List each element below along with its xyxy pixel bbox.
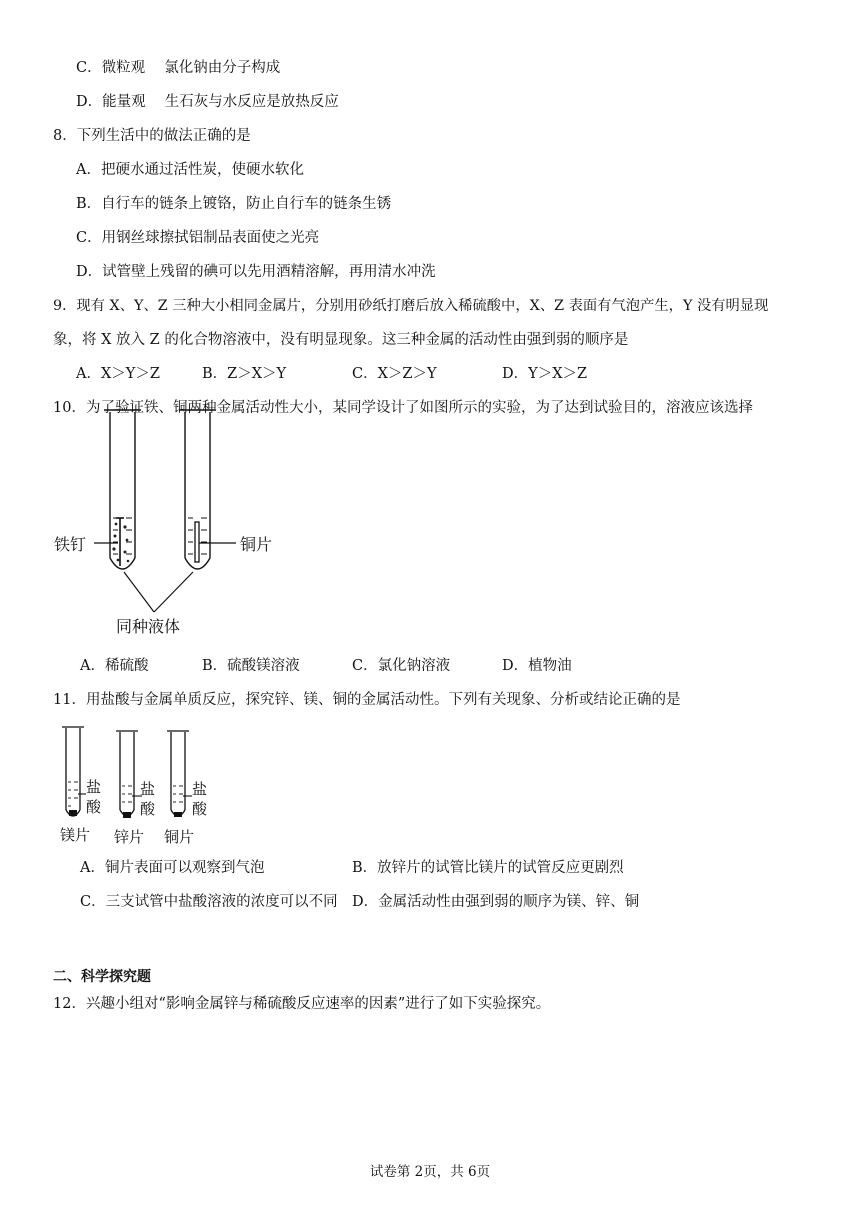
q10-option-a: A．稀硫酸 xyxy=(80,658,149,674)
q7-option-c: C．微粒观 氯化钠由分子构成 xyxy=(76,60,281,76)
q11-stem: 11．用盐酸与金属单质反应，探究锌、镁、铜的金属活动性。下列有关现象、分析或结论正确的是 xyxy=(53,692,681,708)
acid-label-1a: 盐 xyxy=(86,778,102,796)
q8-option-b: B．自行车的链条上镀铬，防止自行车的链条生锈 xyxy=(76,196,392,212)
acid-label-2a: 盐 xyxy=(140,780,156,798)
q8-stem: 8．下列生活中的做法正确的是 xyxy=(53,128,251,144)
acid-label-3a: 盐 xyxy=(192,780,208,798)
label-copper-strip: 铜片 xyxy=(164,828,195,846)
right-liquid xyxy=(188,518,207,554)
label-zinc-strip: 锌片 xyxy=(114,828,145,846)
q11-option-d: D．金属活动性由强到弱的顺序为镁、锌、铜 xyxy=(352,894,640,910)
tube-magnesium xyxy=(62,727,84,816)
q9-option-a: A．X＞Y＞Z xyxy=(76,366,160,382)
q11-option-b: B．放锌片的试管比镁片的试管反应更剧烈 xyxy=(352,860,624,876)
q9-option-d: D．Y＞X＞Z xyxy=(502,366,588,382)
q9-stem-line1: 9．现有 X、Y、Z 三种大小相同金属片，分别用砂纸打磨后放入稀硫酸中，X、Z 表面有气泡产生，Y 没有明显现 xyxy=(53,298,769,314)
section-title-science-inquiry: 二、科学探究题 xyxy=(53,969,151,985)
q7-option-d: D．能量观 生石灰与水反应是放热反应 xyxy=(76,94,339,110)
tube-zinc xyxy=(116,731,138,816)
q11-option-c: C．三支试管中盐酸溶液的浓度可以不同 xyxy=(80,894,338,910)
label-same-liquid: 同种液体 xyxy=(116,617,181,636)
copper-piece xyxy=(174,812,182,817)
magnesium-piece xyxy=(69,810,77,816)
q10-option-d: D．植物油 xyxy=(502,658,572,674)
tube-copper xyxy=(167,731,189,816)
acid-label-2b: 酸 xyxy=(140,800,156,818)
q10-option-b: B．硫酸镁溶液 xyxy=(202,658,300,674)
zinc-piece xyxy=(123,812,131,818)
q9-option-b: B．Z＞X＞Y xyxy=(202,366,287,382)
q10-options xyxy=(0,656,860,676)
q9-option-c: C．X＞Z＞Y xyxy=(352,366,437,382)
q11-option-a: A．铜片表面可以观察到气泡 xyxy=(80,860,265,876)
label-copper-strip: 铜片 xyxy=(240,535,273,554)
q9-options xyxy=(0,364,860,384)
right-test-tube xyxy=(179,410,216,569)
q11-figure-three-tubes xyxy=(58,722,234,848)
q10-figure-test-tubes xyxy=(52,406,282,642)
label-magnesium-strip: 镁片 xyxy=(60,826,91,844)
label-iron-nail: 铁钉 xyxy=(54,535,87,554)
page-footer: 试卷第 2页，共 6页 xyxy=(369,1164,491,1180)
acid-label-1b: 酸 xyxy=(86,798,102,816)
q10-stem: 10．为了验证铁、铜两种金属活动性大小，某同学设计了如图所示的实验，为了达到试验目的，溶液应该选择 xyxy=(53,400,753,416)
label-pointers xyxy=(94,543,236,612)
q8-option-c: C．用钢丝球擦拭铝制品表面使之光亮 xyxy=(76,230,320,246)
copper-strip xyxy=(195,522,199,562)
q12-stem: 12．兴趣小组对“影响金属锌与稀硫酸反应速率的因素”进行了如下实验探究。 xyxy=(53,996,551,1012)
q11-options-row2 xyxy=(0,892,860,912)
q8-option-d: D．试管壁上残留的碘可以先用酒精溶解，再用清水冲洗 xyxy=(76,264,436,280)
q10-option-c: C．氯化钠溶液 xyxy=(352,658,451,674)
acid-label-3b: 酸 xyxy=(192,800,208,818)
left-test-tube xyxy=(104,410,141,569)
q8-option-a: A．把硬水通过活性炭，使硬水软化 xyxy=(76,162,304,178)
q9-stem-line2: 象，将 X 放入 Z 的化合物溶液中，没有明显现象。这三种金属的活动性由强到弱的顺序是 xyxy=(53,332,629,348)
q11-options-row1 xyxy=(0,858,860,878)
